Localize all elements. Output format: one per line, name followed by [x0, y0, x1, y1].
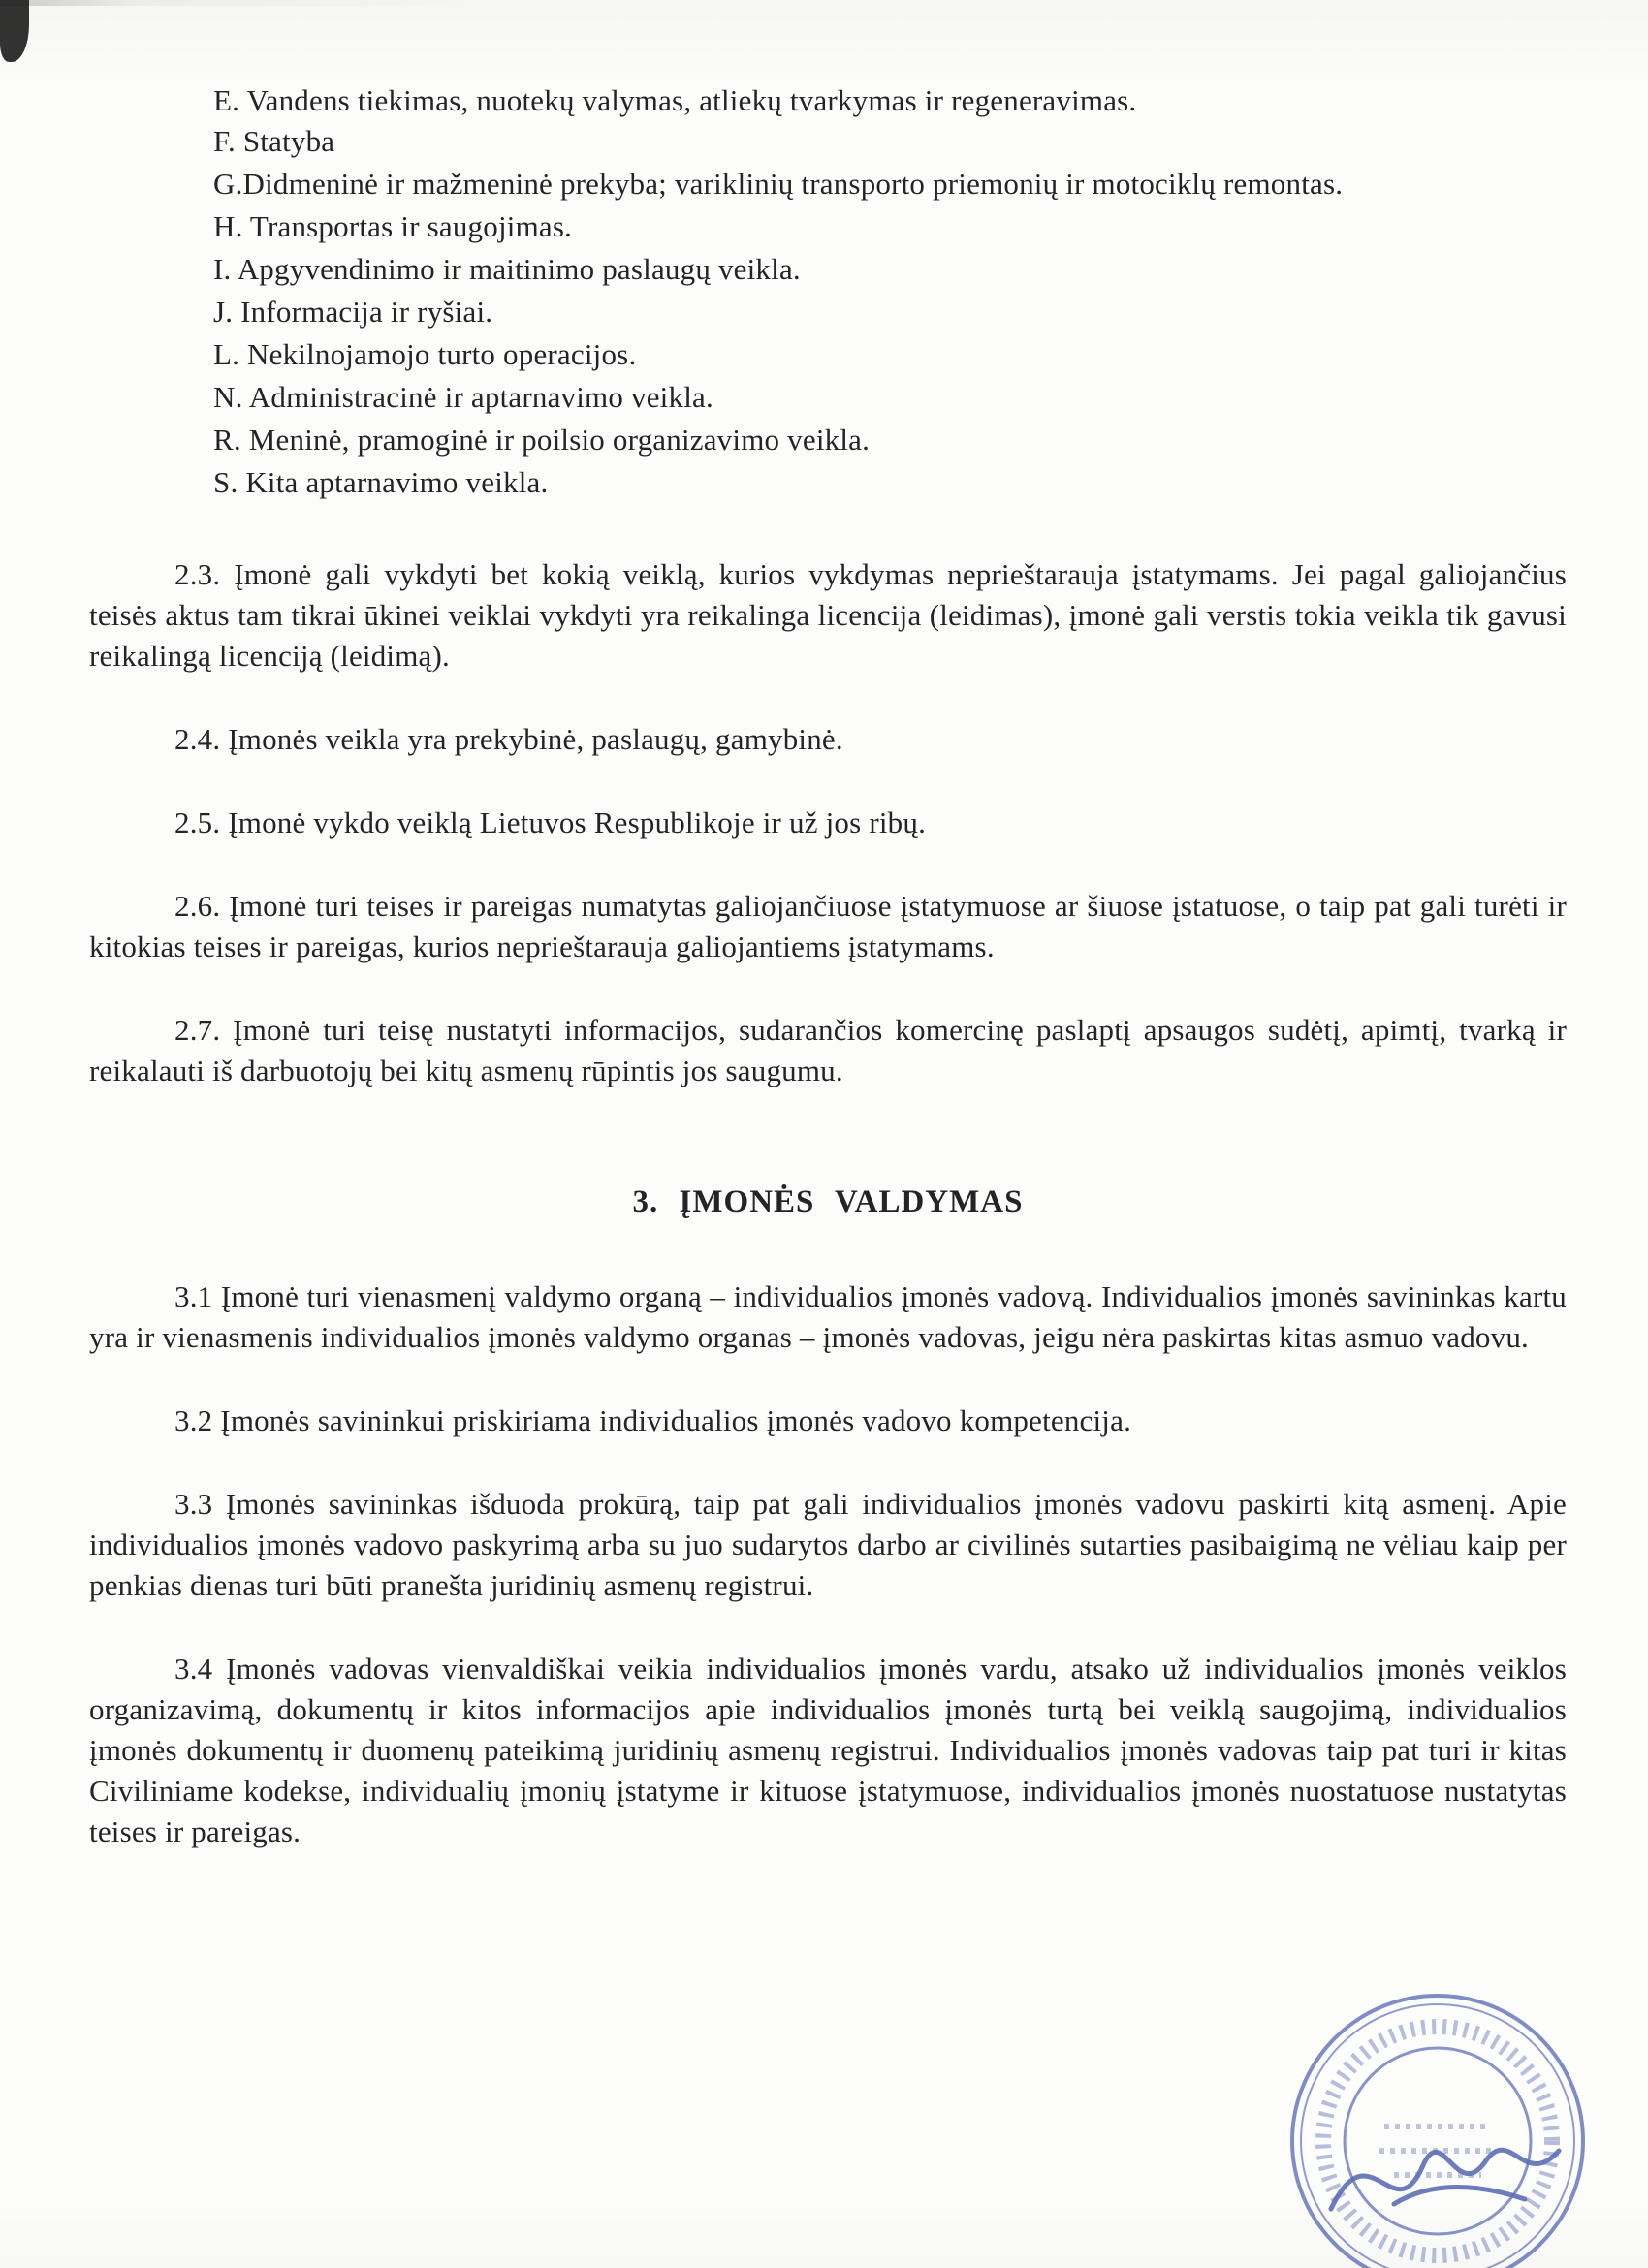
paragraph-2-5: 2.5. Įmonė vykdo veiklą Lietuvos Respublikoje ir už jos ribų.	[174, 805, 927, 839]
paragraph-3-1: 3.1 Įmonė turi vienasmenį valdymo organą – individualios įmonės vadovą. Individualios įmonės savininkas kartu yra ir vienasmenis individualios įmonės valdymo organas – įmonės vadovas, jeigu nėra paskirtas kitas asmuo vadovu.	[89, 1279, 1567, 1354]
scan-artifact	[0, 0, 29, 62]
paragraph-3-4: 3.4 Įmonės vadovas vienvaldiškai veikia individualios įmonės vardu, atsako už individualios įmonės veiklos organizavimą, dokumentų ir kitos informacijos apie individualios įmonės turtą bei veiklą saugojimą, individualios įmonės dokumentų ir duomenų pateikimą juridinių asmenų registrui. Individualios įmonės vadovas taip pat turi ir kitas Civiliniame kodekse, individualių įmonių įstatyme ir kituose įstatymuose, individualios įmonės nuostatuose nustatytas teises ir pareigas.	[89, 1652, 1567, 1848]
paragraph-2-7: 2.7. Įmonė turi teisę nustatyti informacijos, sudarančios komercinę paslaptį apsaugos sudėtį, apimtį, tvarką ir reikalauti iš darbuotojų bei kitų asmenų rūpintis jos saugumu.	[89, 1013, 1567, 1087]
paragraph-2-4: 2.4. Įmonės veikla yra prekybinė, paslaugų, gamybinė.	[174, 722, 843, 756]
list-item: F. Statyba	[213, 124, 335, 158]
list-item: R. Meninė, pramoginė ir poilsio organizavimo veikla.	[213, 423, 871, 457]
list-item: L. Nekilnojamojo turto operacijos.	[213, 337, 637, 371]
list-item: H. Transportas ir saugojimas.	[213, 209, 573, 243]
list-item: J. Informacija ir ryšiai.	[213, 295, 493, 329]
list-item: E. Vandens tiekimas, nuotekų valymas, atliekų tvarkymas ir regeneravimas.	[213, 83, 1137, 117]
paragraph-2-6: 2.6. Įmonė turi teises ir pareigas numatytas galiojančiuose įstatymuose ar šiuose įstatuose, o taip pat gali turėti ir kitokias teises ir pareigas, kurios neprieštarauja galiojantiems įstatymams.	[89, 889, 1567, 963]
list-item: I. Apgyvendinimo ir maitinimo paslaugų veikla.	[213, 252, 801, 286]
document-content	[89, 81, 1567, 1852]
scan-edge-artifact	[0, 0, 1648, 6]
section-heading: 3. ĮMONĖS VALDYMAS	[632, 1184, 1024, 1219]
company-seal	[1278, 1981, 1598, 2268]
list-item: N. Administracinė ir aptarnavimo veikla.	[213, 380, 713, 414]
paragraph-3-3: 3.3 Įmonės savininkas išduoda prokūrą, taip pat gali individualios įmonės vadovu paskirti kitą asmenį. Apie individualios įmonės vadovo paskyrimą arba su juo sudarytos darbo ar civilinės sutarties pasibaigimą ne vėliau kaip per penkias dienas turi būti pranešta juridinių asmenų registrui.	[89, 1487, 1567, 1602]
paragraph-3-2: 3.2 Įmonės savininkui priskiriama individualios įmonės vadovo kompetencija.	[174, 1403, 1132, 1437]
list-item: G.Didmeninė ir mažmeninė prekyba; variklinių transporto priemonių ir motociklų remontas.	[213, 167, 1344, 201]
list-item: S. Kita aptarnavimo veikla.	[213, 465, 549, 499]
paragraph-2-3: 2.3. Įmonė gali vykdyti bet kokią veiklą, kurios vykdymas neprieštarauja įstatymams. Jei pagal galiojančius teisės aktus tam tikrai ūkinei veiklai vykdyti yra reikalinga licencija (leidimas), įmonė gali verstis tokia veikla tik gavusi reikalingą licenciją (leidimą).	[89, 557, 1567, 673]
